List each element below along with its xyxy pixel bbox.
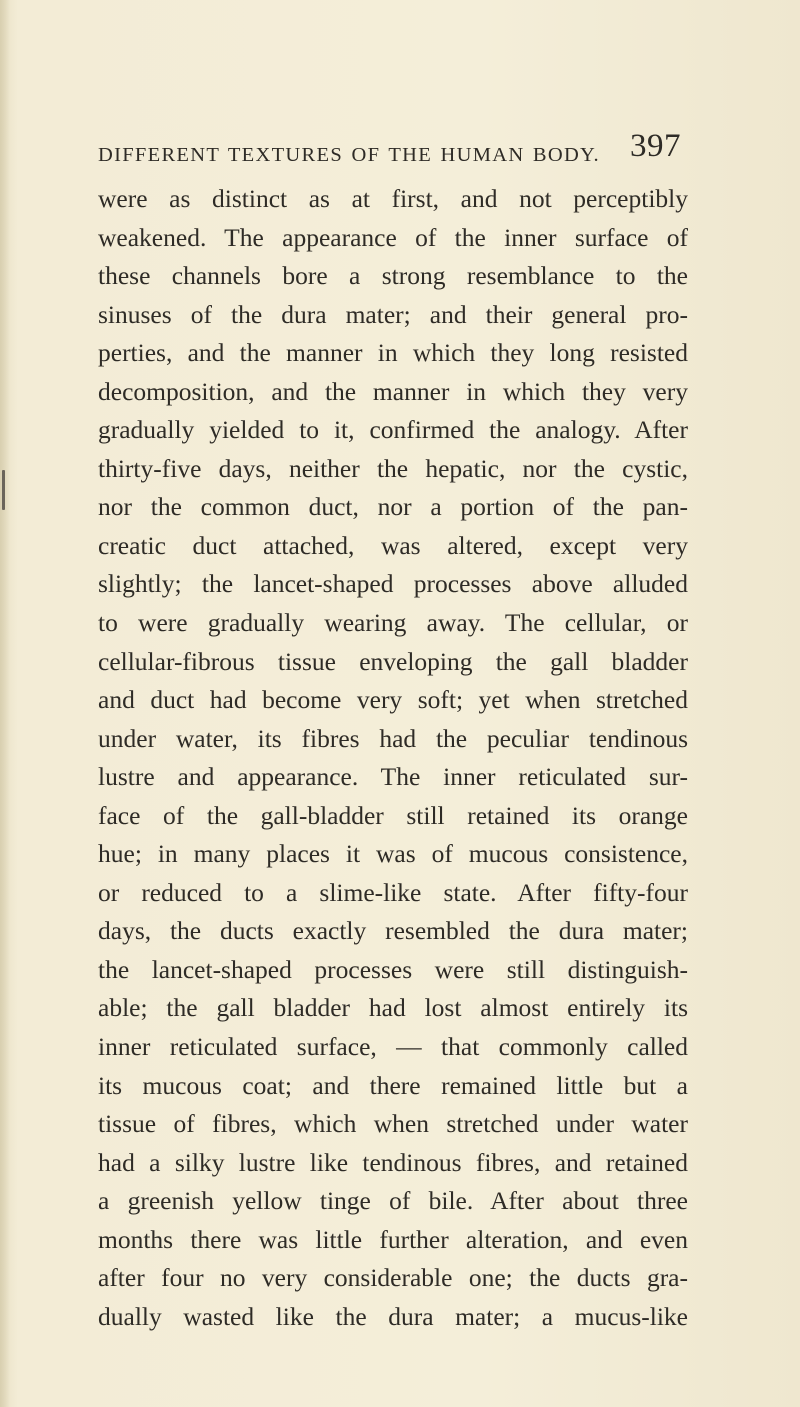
text-line: inner reticulated surface, — that commonly called (98, 1032, 688, 1062)
text-line: face of the gall-bladder still retained its orange (98, 800, 688, 830)
text-line: tissue of fibres, which when stretched under water (98, 1109, 688, 1139)
text-line: under water, its fibres had the peculiar tendinous (98, 723, 688, 753)
spine-shadow (0, 0, 10, 1407)
text-line: slightly; the lancet-shaped processes above alluded (98, 569, 688, 599)
text-line: able; the gall bladder had lost almost entirely its (98, 993, 688, 1023)
text-line: these channels bore a strong resemblance to the (98, 261, 688, 291)
text-line: perties, and the manner in which they long resisted (98, 338, 688, 368)
text-line: to were gradually wearing away. The cellular, or (98, 608, 688, 638)
binding-mark (2, 470, 5, 510)
text-line: its mucous coat; and there remained little but a (98, 1070, 688, 1100)
text-line: dually wasted like the dura mater; a mucus-like (98, 1301, 688, 1331)
text-line: nor the common duct, nor a portion of the pan- (98, 492, 688, 522)
text-line: hue; in many places it was of mucous consistence, (98, 839, 688, 869)
text-line: had a silky lustre like tendinous fibres, and retained (98, 1147, 688, 1177)
text-line: a greenish yellow tinge of bile. After about three (98, 1186, 688, 1216)
text-line: decomposition, and the manner in which they very (98, 376, 688, 406)
text-line: days, the ducts exactly resembled the dura mater; (98, 916, 688, 946)
running-head-title: DIFFERENT TEXTURES OF THE HUMAN BODY. (98, 144, 600, 166)
text-line: the lancet-shaped processes were still distinguish- (98, 954, 688, 984)
text-line: after four no very considerable one; the ducts gra- (98, 1263, 688, 1293)
text-line: gradually yielded to it, confirmed the analogy. After (98, 415, 688, 445)
text-line: or reduced to a slime-like state. After fifty-four (98, 877, 688, 907)
text-line: cellular-fibrous tissue enveloping the gall bladder (98, 646, 688, 676)
body-text (98, 180, 688, 1336)
running-head (98, 128, 681, 168)
text-line: months there was little further alteration, and even (98, 1224, 688, 1254)
text-line: creatic duct attached, was altered, except very (98, 530, 688, 560)
text-line: lustre and appearance. The inner reticulated sur- (98, 762, 688, 792)
page-number: 397 (630, 128, 681, 164)
text-line: were as distinct as at first, and not perceptibly (98, 184, 688, 213)
text-line: weakened. The appearance of the inner surface of (98, 222, 688, 252)
text-line: thirty-five days, neither the hepatic, nor the cystic, (98, 453, 688, 483)
text-line: and duct had become very soft; yet when stretched (98, 685, 688, 715)
text-line: sinuses of the dura mater; and their general pro- (98, 299, 688, 329)
